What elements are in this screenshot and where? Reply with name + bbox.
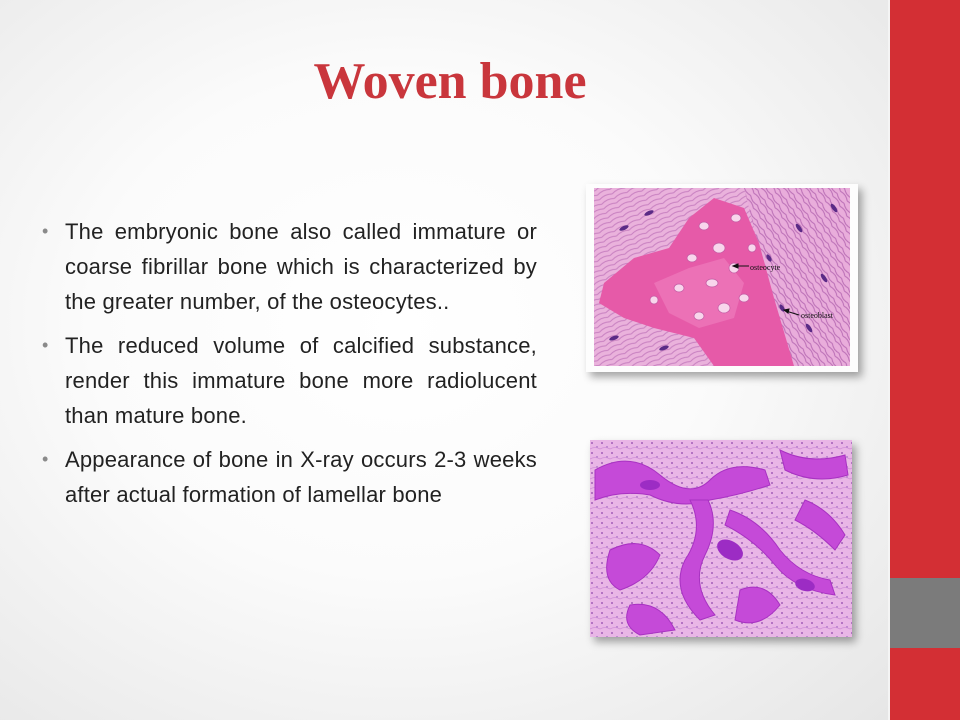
- micrograph-woven-bone-trabeculae: [590, 440, 852, 637]
- bullet-item-3: [40, 442, 537, 512]
- micrograph-bottom-image: [590, 440, 852, 637]
- side-divider: [888, 0, 890, 720]
- side-accent-bar-gray: [888, 578, 960, 648]
- bullet-text: The embryonic bone also called immature or coarse fibrillar bone which is characterized by the greater number, of the osteocytes..: [65, 219, 537, 314]
- bullet-dot-icon: •: [42, 449, 49, 469]
- bullet-dot-icon: •: [42, 221, 49, 241]
- slide-title: Woven bone: [313, 53, 587, 110]
- bullet-text: Appearance of bone in X-ray occurs 2-3 weeks after actual formation of lamellar bone: [65, 447, 537, 507]
- bullet-list: [40, 214, 537, 521]
- bullet-dot-icon: •: [42, 335, 49, 355]
- side-accent-bar-red-bottom: [888, 648, 960, 720]
- micrograph-top-image: [594, 188, 850, 366]
- micrograph-woven-bone-labeled: [586, 184, 858, 372]
- bullet-text: The reduced volume of calcified substance, render this immature bone more radiolucent than mature bone.: [65, 333, 537, 428]
- bullet-item-1: [40, 214, 537, 319]
- osteocyte-label: osteocyte: [750, 263, 781, 272]
- osteoblast-label: osteoblast: [801, 311, 833, 320]
- bullet-item-2: [40, 328, 537, 433]
- side-accent-bar-red-top: [888, 0, 960, 578]
